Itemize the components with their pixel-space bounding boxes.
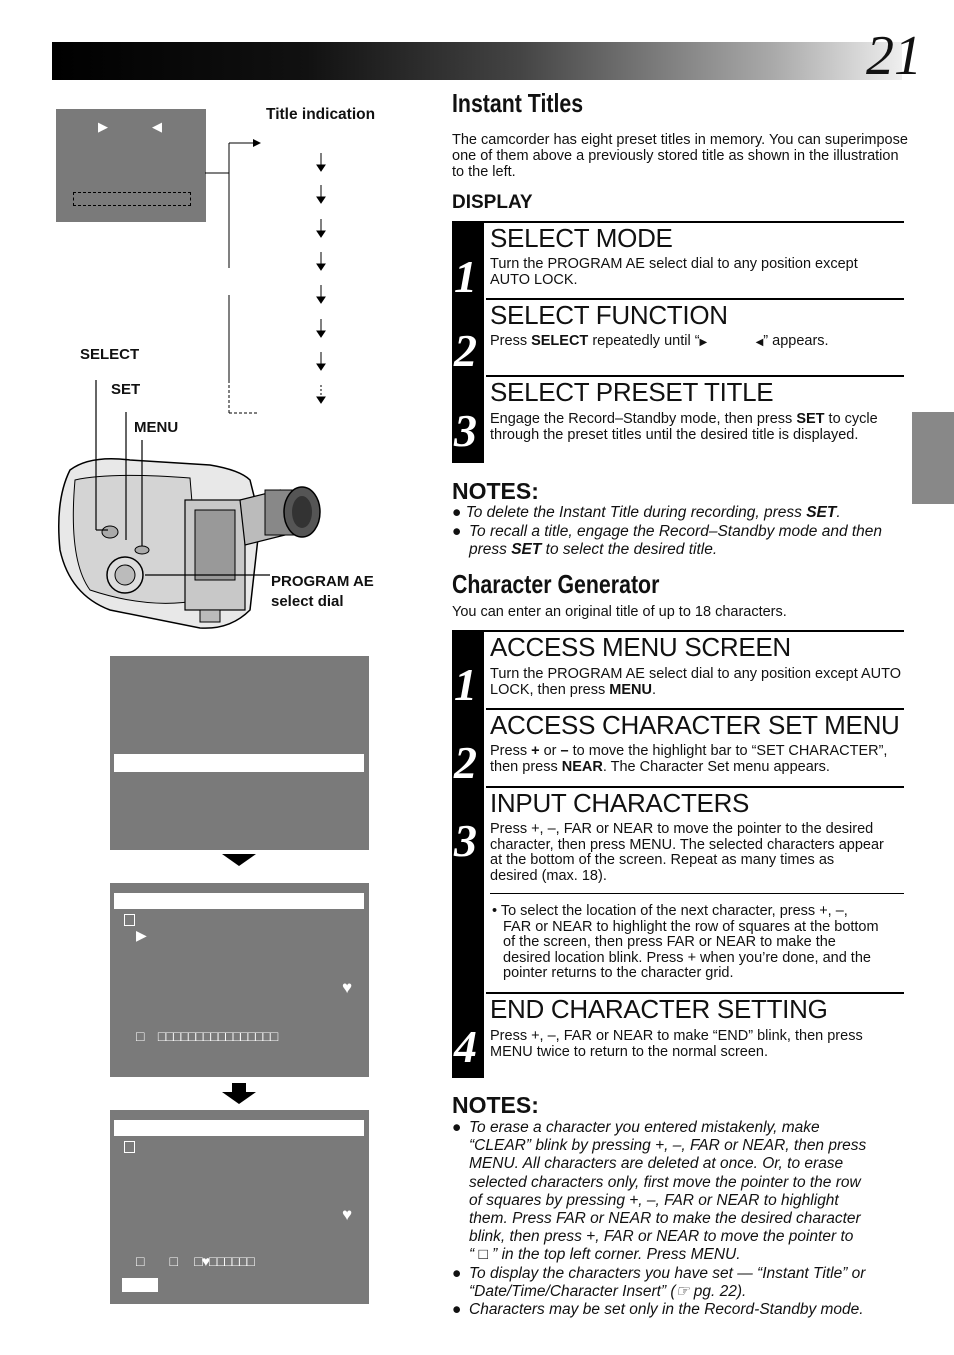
menu-screen (110, 656, 369, 850)
character-slot-row: □ □□□□□□□□□□□□□□□□ (136, 1028, 278, 1044)
note-item: ● Characters may be set only in the Record-Standby mode. (452, 1301, 864, 1318)
title-display-screen (56, 109, 206, 222)
bullet-icon: ● (452, 1265, 462, 1282)
clear-square-icon (124, 1141, 135, 1153)
step-text: Press SELECT repeatedly until “▶ ◀” appears. (490, 333, 829, 349)
step-text: Turn the PROGRAM AE select dial to any position except AUTO LOCK, then press MENU. (490, 666, 902, 698)
program-ae-label: PROGRAM AE select dial (271, 573, 374, 610)
heart-icon: ♥ (342, 978, 353, 997)
end-highlight (122, 1278, 158, 1292)
step-title: END CHARACTER SETTING (490, 994, 828, 1024)
note-item: ● To delete the Instant Title during recording, press SET. (452, 504, 841, 521)
instant-titles-intro: The camcorder has eight preset titles in memory. You can superimpose one of them above a previously stored title as shown in the illustration to the left. (452, 132, 908, 180)
right-triangle-icon: ▶ (98, 119, 108, 134)
step-title: SELECT PRESET TITLE (490, 377, 774, 407)
step-text: Press +, –, FAR or NEAR to move the pointer to the desired character, then press MENU. The selected characters appear at the bottom of the screen. Repeat as many times as desired (max. 18). (490, 821, 884, 884)
highlight-bar (114, 1120, 364, 1136)
left-triangle-icon: ◀ (152, 119, 162, 134)
select-label: SELECT (80, 346, 140, 363)
step-text: Press +, –, FAR or NEAR to make “END” blink, then press MENU twice to return to the normal screen. (490, 1028, 863, 1060)
down-arrow-icon (222, 1092, 256, 1104)
set-label: SET (111, 381, 141, 398)
step-number: 3 (454, 815, 477, 866)
menu-label: MENU (134, 419, 179, 436)
camcorder-illustration (50, 360, 340, 640)
step-title: ACCESS CHARACTER SET MENU (490, 710, 900, 740)
notes-heading: NOTES: (452, 1092, 539, 1118)
step-number: 3 (454, 405, 477, 456)
step-text: Turn the PROGRAM AE select dial to any position except AUTO LOCK. (490, 256, 858, 288)
highlight-bar (114, 893, 364, 909)
step-number: 2 (454, 737, 477, 788)
character-set-screen (110, 883, 369, 1077)
title-placeholder-box (73, 192, 191, 206)
bullet-icon: ● (452, 504, 462, 521)
sub-rule (490, 893, 904, 894)
note-item: ● To erase a character you entered mistakenly, make “CLEAR” blink by pressing +, –, FAR or NEAR, then press MENU. All characters are deleted at once. Or, to erase selected characters only, first move the pointer to the row of squares by pressing +, –, FAR or NEAR to highlight them. Press FAR or NEAR to make the desired character blink, then press +, FAR or NEAR to move the pointer to “ □ ” in the top left corner. Press MENU. (452, 1119, 867, 1264)
character-input-screen (110, 1110, 369, 1304)
step-text: Engage the Record–Standby mode, then press SET to cycle through the preset titles until the desired title is displayed. (490, 411, 878, 443)
right-triangle-icon: ▶ (699, 337, 708, 348)
note-item: ● To recall a title, engage the Record–Standby mode and then press SET to select the desired title. (452, 523, 883, 559)
character-generator-intro: You can enter an original title of up to 18 characters. (452, 604, 787, 620)
step-text: Press + or – to move the highlight bar to “SET CHARACTER”, then press NEAR. The Character Set menu appears. (490, 743, 888, 775)
step-number: 1 (454, 251, 477, 302)
step-subnote: • To select the location of the next character, press +, –, FAR or NEAR to highlight the row of squares at the bottom of the screen, then press FAR or NEAR to make the desired location blink. Press + when you’re done, and the pointer returns to the character grid. (492, 903, 879, 982)
character-generator-heading: Character Generator (452, 569, 660, 599)
title-indication-label: Title indication (266, 106, 376, 123)
bullet-icon: ● (452, 1119, 462, 1136)
down-arrow-stem (232, 854, 246, 860)
display-label: DISPLAY (452, 192, 533, 213)
blinking-pointer-icon: ▶ (136, 927, 147, 943)
notes-heading: NOTES: (452, 478, 539, 504)
step-number: 4 (454, 1021, 477, 1072)
step-number: 2 (454, 325, 477, 376)
step-title: SELECT MODE (490, 223, 673, 253)
side-tab (912, 412, 954, 504)
step-title: ACCESS MENU SCREEN (490, 632, 791, 662)
bullet-icon: ● (452, 1301, 462, 1318)
down-arrow-stem (232, 1083, 246, 1092)
page-number: 21 (866, 25, 922, 87)
step-number: 1 (454, 659, 477, 710)
step-title: SELECT FUNCTION (490, 300, 728, 330)
heart-icon: ♥ (342, 1205, 353, 1224)
clear-square-icon (124, 914, 135, 926)
header-bar (52, 42, 902, 80)
character-slot-row: □ □ □♥□□□□□□ (136, 1253, 254, 1269)
instant-titles-heading: Instant Titles (452, 88, 584, 118)
highlight-bar (114, 754, 364, 772)
left-triangle-icon: ◀ (755, 337, 764, 348)
note-item: ● To display the characters you have set — “Instant Title” or “Date/Time/Character Insert” (☞ pg. 22). (452, 1265, 866, 1301)
bullet-icon: ● (452, 523, 462, 540)
step-title: INPUT CHARACTERS (490, 788, 750, 818)
